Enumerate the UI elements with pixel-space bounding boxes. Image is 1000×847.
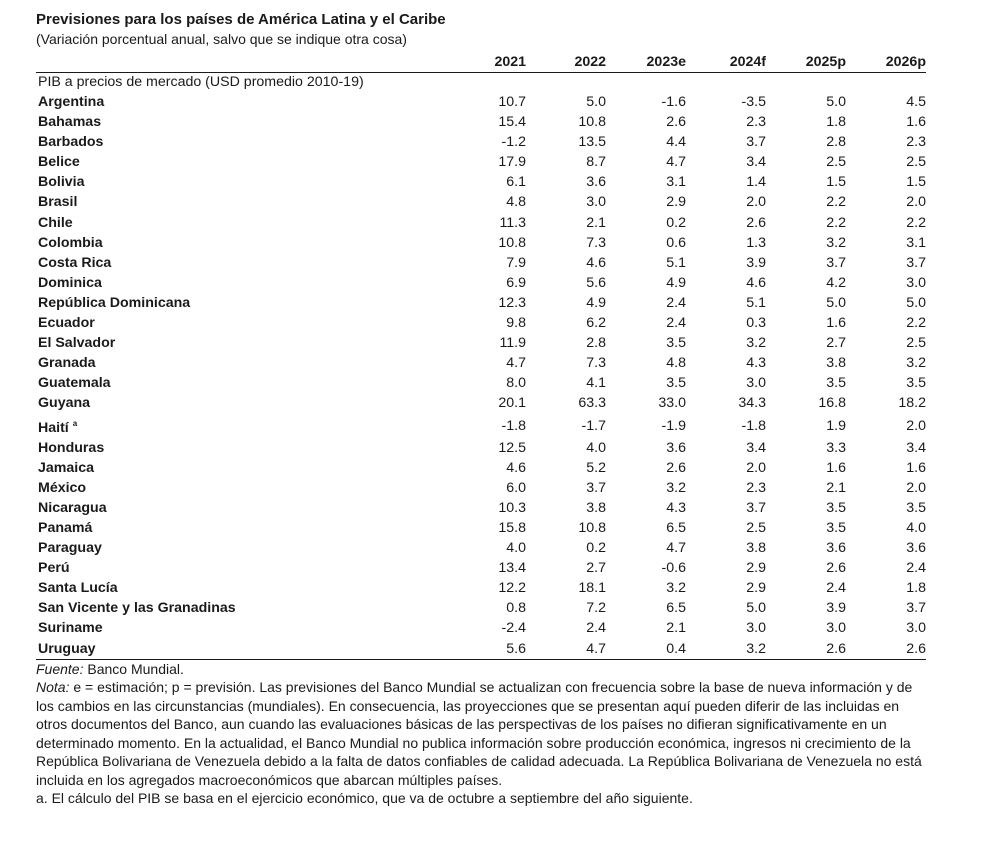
value-cell-2026p: 18.2 <box>898 395 926 412</box>
value-cell-2026p: 1.8 <box>906 580 926 597</box>
value-cell-2026p: 2.0 <box>906 194 926 211</box>
nota-label: Nota: <box>36 679 70 696</box>
value-cell-2021: 15.4 <box>498 114 526 131</box>
country-name: Honduras <box>38 439 105 456</box>
header-year-2022: 2022 <box>526 50 606 73</box>
value-cell-2021: 4.8 <box>506 194 526 211</box>
country-name: Colombia <box>38 234 103 251</box>
header-year-2025p: 2025p <box>766 50 846 73</box>
table-body <box>36 73 926 660</box>
table-subtitle: (Variación porcentual anual, salvo que se indique otra cosa) <box>36 31 407 47</box>
value-cell-2022: 2.4 <box>586 620 606 637</box>
value-cell-2024f: 2.0 <box>746 194 766 211</box>
value-cell-2025p: 1.6 <box>826 315 846 332</box>
value-cell-2026p: 5.0 <box>906 294 926 311</box>
value-cell-2025p: 2.4 <box>826 580 846 597</box>
value-cell-2023e: -1.6 <box>661 94 686 110</box>
country-cell <box>36 414 446 438</box>
country-name: Nicaragua <box>38 499 107 516</box>
section-row <box>36 73 926 93</box>
value-cell-2022: 7.2 <box>586 600 606 617</box>
table-row <box>36 618 926 638</box>
value-cell-2023e: 0.4 <box>606 639 686 660</box>
table-row <box>36 518 926 538</box>
country-cell <box>36 558 446 578</box>
country-name: Costa Rica <box>38 254 112 271</box>
value-cell-2023e: 2.9 <box>666 194 686 211</box>
value-cell-2026p: 2.2 <box>906 315 926 332</box>
value-cell-2024f: -3.5 <box>741 94 766 110</box>
country-cell <box>36 132 446 152</box>
value-cell-2021: 12.5 <box>498 439 526 456</box>
value-cell-2024f: 3.0 <box>746 375 766 392</box>
value-cell-2025p: 2.2 <box>826 194 846 211</box>
value-cell-2022: 10.8 <box>578 114 606 131</box>
value-cell-2026p: 1.6 <box>906 459 926 476</box>
value-cell-2023e: 4.7 <box>666 154 686 171</box>
value-cell-2021: 9.8 <box>506 315 526 332</box>
country-cell <box>36 498 446 518</box>
country-cell <box>36 313 446 333</box>
table-row <box>36 639 926 660</box>
footnote-marker: a <box>72 418 78 428</box>
header-year-2024f: 2024f <box>686 50 766 73</box>
value-cell-2022: 3.0 <box>586 194 606 211</box>
country-cell <box>36 333 446 353</box>
value-cell-2025p: 3.5 <box>826 375 846 392</box>
table-row <box>36 313 926 333</box>
value-cell-2025p: 3.9 <box>826 600 846 617</box>
value-cell-2026p: 2.0 <box>906 479 926 496</box>
value-cell-2024f: 2.6 <box>746 214 766 231</box>
country-cell <box>36 293 446 313</box>
value-cell-2024f: 3.9 <box>746 254 766 271</box>
value-cell-2022: 4.0 <box>586 439 606 456</box>
country-name: Haití <box>38 419 69 436</box>
value-cell-2026p: 1.6 <box>906 114 926 131</box>
value-cell-2023e: 3.5 <box>666 335 686 352</box>
value-cell-2026p: 3.7 <box>906 254 926 271</box>
country-name: Chile <box>38 214 73 231</box>
value-cell-2024f: 5.1 <box>746 294 766 311</box>
value-cell-2022: 5.0 <box>586 94 606 110</box>
header-row <box>36 50 926 73</box>
value-cell-2022: 0.2 <box>586 540 606 557</box>
value-cell-2026p: 3.1 <box>906 234 926 251</box>
value-cell-2023e: 33.0 <box>658 395 686 412</box>
value-cell-2025p: 2.8 <box>826 134 846 151</box>
country-cell <box>36 618 446 638</box>
value-cell-2021: 12.2 <box>498 580 526 597</box>
table-row <box>36 333 926 353</box>
value-cell-2022: 5.2 <box>586 459 606 476</box>
table-row <box>36 598 926 618</box>
value-cell-2023e: -1.9 <box>661 417 686 434</box>
country-name: Uruguay <box>38 640 96 657</box>
country-name: Panamá <box>38 519 93 536</box>
value-cell-2025p: 2.5 <box>826 154 846 171</box>
country-name: Santa Lucía <box>38 580 118 597</box>
value-cell-2022: 4.6 <box>586 254 606 271</box>
value-cell-2022: 3.6 <box>586 174 606 191</box>
value-cell-2023e: 6.5 <box>666 519 686 536</box>
table-notes <box>36 660 926 808</box>
value-cell-2023e: 4.9 <box>666 274 686 291</box>
header-year-2023e: 2023e <box>606 50 686 73</box>
value-cell-2023e: 3.1 <box>666 174 686 191</box>
country-cell <box>36 172 446 192</box>
value-cell-2021: 15.8 <box>498 519 526 536</box>
footnote-a: a. El cálculo del PIB se basa en el ejercicio económico, que va de octubre a septiembre del año siguiente. <box>36 790 693 807</box>
value-cell-2022: 4.7 <box>526 639 606 660</box>
country-cell <box>36 373 446 393</box>
value-cell-2023e: 4.8 <box>666 355 686 372</box>
value-cell-2025p: 4.2 <box>826 274 846 291</box>
nota-text: e = estimación; p = previsión. Las previsiones del Banco Mundial se actualizan con frecuencia sobre la base de nueva información y de los cambios en las circunstancias (mundiales). En consecuencia, las proyecciones que se presentan aquí pueden diferir de las incluidas en otros documentos del Banco, aun cuando las evaluaciones básicas de las perspectivas de los países no difieran significativamente en un determinado momento. En la actualidad, el Banco Mundial no publica información sobre producción económica, ingresos ni crecimiento de la República Bolivariana de Venezuela debido a la falta de datos confiables de calidad adecuada. La República Bolivariana de Venezuela no está incluida en los agregados macroeconómicos que abarcan múltiples países. <box>36 679 922 788</box>
value-cell-2025p: 3.6 <box>826 540 846 557</box>
value-cell-2024f: 3.4 <box>746 154 766 171</box>
value-cell-2022: 4.9 <box>586 294 606 311</box>
value-cell-2026p: 4.0 <box>906 519 926 536</box>
country-name: Perú <box>38 560 70 577</box>
forecast-table <box>36 50 926 660</box>
value-cell-2021: 4.0 <box>506 540 526 557</box>
table-row <box>36 233 926 253</box>
header-year-2026p: 2026p <box>846 50 926 73</box>
value-cell-2022: 63.3 <box>578 395 606 412</box>
value-cell-2023e: 2.4 <box>666 294 686 311</box>
value-cell-2022: 5.6 <box>586 274 606 291</box>
value-cell-2022: 2.8 <box>586 335 606 352</box>
value-cell-2023e: 6.5 <box>666 600 686 617</box>
value-cell-2025p: 1.5 <box>826 174 846 191</box>
value-cell-2025p: 2.2 <box>826 214 846 231</box>
value-cell-2025p: 3.0 <box>826 620 846 637</box>
value-cell-2023e: 3.5 <box>666 375 686 392</box>
value-cell-2024f: 2.3 <box>746 114 766 131</box>
value-cell-2023e: 2.4 <box>666 315 686 332</box>
table-row <box>36 393 926 413</box>
value-cell-2024f: 2.3 <box>746 479 766 496</box>
value-cell-2024f: 2.5 <box>746 519 766 536</box>
value-cell-2025p: 5.0 <box>826 94 846 110</box>
value-cell-2026p: 3.6 <box>906 540 926 557</box>
value-cell-2021: 17.9 <box>498 154 526 171</box>
value-cell-2025p: 1.8 <box>826 114 846 131</box>
value-cell-2026p: 3.7 <box>906 600 926 617</box>
value-cell-2024f: -1.8 <box>741 417 766 434</box>
value-cell-2024f: 2.0 <box>746 459 766 476</box>
value-cell-2024f: 3.4 <box>746 439 766 456</box>
value-cell-2024f: 4.3 <box>746 355 766 372</box>
value-cell-2021: 5.6 <box>446 639 526 660</box>
country-name: Guatemala <box>38 375 111 392</box>
value-cell-2022: 2.1 <box>586 214 606 231</box>
table-row <box>36 414 926 438</box>
country-name: Bolivia <box>38 174 85 191</box>
source-text: Banco Mundial. <box>83 660 184 677</box>
country-cell <box>36 478 446 498</box>
value-cell-2023e: 2.1 <box>666 620 686 637</box>
value-cell-2026p: 2.6 <box>846 639 926 660</box>
table-row <box>36 132 926 152</box>
value-cell-2025p: 3.3 <box>826 439 846 456</box>
table-header <box>36 50 926 73</box>
table-row <box>36 498 926 518</box>
source-note <box>36 660 926 679</box>
value-cell-2023e: 4.4 <box>666 134 686 151</box>
value-cell-2026p: 3.4 <box>906 439 926 456</box>
value-cell-2024f: 1.4 <box>746 174 766 191</box>
country-name: Jamaica <box>38 459 95 476</box>
value-cell-2021: 10.7 <box>498 94 526 110</box>
value-cell-2026p: 3.5 <box>906 499 926 516</box>
value-cell-2025p: 3.5 <box>826 499 846 516</box>
value-cell-2021: -1.8 <box>501 417 526 434</box>
value-cell-2024f: 2.9 <box>746 560 766 577</box>
value-cell-2023e: 2.6 <box>666 114 686 131</box>
value-cell-2025p: 2.6 <box>766 639 846 660</box>
table-row <box>36 112 926 132</box>
value-cell-2021: 10.8 <box>498 234 526 251</box>
value-cell-2023e: 0.2 <box>666 214 686 231</box>
value-cell-2023e: 3.6 <box>666 439 686 456</box>
table-row <box>36 213 926 233</box>
value-cell-2022: 13.5 <box>578 134 606 151</box>
country-cell <box>36 598 446 618</box>
value-cell-2026p: 3.2 <box>906 355 926 372</box>
value-cell-2023e: 4.7 <box>666 540 686 557</box>
country-cell <box>36 233 446 253</box>
value-cell-2025p: 5.0 <box>826 294 846 311</box>
country-cell <box>36 538 446 558</box>
header-country-cell <box>36 50 446 73</box>
value-cell-2025p: 3.7 <box>826 254 846 271</box>
value-cell-2025p: 2.6 <box>826 560 846 577</box>
country-name: Granada <box>38 355 96 372</box>
value-cell-2026p: 3.0 <box>906 620 926 637</box>
value-cell-2023e: 0.6 <box>666 234 686 251</box>
value-cell-2024f: 2.9 <box>746 580 766 597</box>
country-cell <box>36 458 446 478</box>
value-cell-2025p: 1.6 <box>826 459 846 476</box>
country-name: Ecuador <box>38 315 95 332</box>
value-cell-2021: 4.6 <box>506 459 526 476</box>
table-row <box>36 353 926 373</box>
table-row <box>36 192 926 212</box>
value-cell-2021: 4.7 <box>506 355 526 372</box>
header-year-2021: 2021 <box>446 50 526 73</box>
value-cell-2023e: 3.2 <box>666 580 686 597</box>
value-cell-2022: -1.7 <box>581 417 606 434</box>
table-row <box>36 538 926 558</box>
value-cell-2023e: 4.3 <box>666 499 686 516</box>
table-row <box>36 92 926 112</box>
country-cell <box>36 578 446 598</box>
table-row <box>36 458 926 478</box>
value-cell-2023e: -0.6 <box>661 560 686 577</box>
value-cell-2025p: 2.1 <box>826 479 846 496</box>
value-cell-2026p: 1.5 <box>906 174 926 191</box>
table-row <box>36 373 926 393</box>
country-name: Bahamas <box>38 114 102 131</box>
value-cell-2021: 10.3 <box>498 499 526 516</box>
value-cell-2026p: 2.4 <box>906 560 926 577</box>
value-cell-2025p: 3.2 <box>826 234 846 251</box>
value-cell-2026p: 2.5 <box>906 335 926 352</box>
forecast-document <box>36 10 926 808</box>
nota-note <box>36 678 926 789</box>
value-cell-2024f: 4.6 <box>746 274 766 291</box>
country-cell <box>36 112 446 132</box>
value-cell-2021: 12.3 <box>498 294 526 311</box>
table-row <box>36 273 926 293</box>
value-cell-2024f: 3.7 <box>746 134 766 151</box>
value-cell-2024f: 3.8 <box>746 540 766 557</box>
value-cell-2021: -2.4 <box>501 620 526 637</box>
country-cell <box>36 213 446 233</box>
value-cell-2022: 6.2 <box>586 315 606 332</box>
value-cell-2026p: 2.3 <box>906 134 926 151</box>
country-name: México <box>38 479 87 496</box>
value-cell-2024f: 3.2 <box>686 639 766 660</box>
country-cell <box>36 253 446 273</box>
value-cell-2021: 7.9 <box>506 254 526 271</box>
country-cell <box>36 192 446 212</box>
country-name: Suriname <box>38 620 103 637</box>
value-cell-2026p: 3.5 <box>906 375 926 392</box>
section-label: PIB a precios de mercado (USD promedio 2010-19) <box>38 74 364 90</box>
value-cell-2024f: 1.3 <box>746 234 766 251</box>
value-cell-2026p: 2.0 <box>906 417 926 434</box>
source-label: Fuente: <box>36 660 84 677</box>
value-cell-2022: 7.3 <box>586 234 606 251</box>
country-name: El Salvador <box>38 335 116 352</box>
country-name: Barbados <box>38 134 104 151</box>
value-cell-2021: 11.9 <box>499 335 526 352</box>
value-cell-2023e: 2.6 <box>666 459 686 476</box>
value-cell-2024f: 34.3 <box>738 395 766 412</box>
table-row <box>36 478 926 498</box>
table-row <box>36 172 926 192</box>
value-cell-2024f: 5.0 <box>746 600 766 617</box>
value-cell-2025p: 3.8 <box>826 355 846 372</box>
country-name: Guyana <box>38 395 91 412</box>
value-cell-2022: 2.7 <box>586 560 606 577</box>
value-cell-2021: 13.4 <box>498 560 526 577</box>
country-cell <box>36 393 446 413</box>
country-cell <box>36 639 446 660</box>
table-row <box>36 152 926 172</box>
value-cell-2021: 6.0 <box>506 479 526 496</box>
value-cell-2022: 3.7 <box>586 479 606 496</box>
country-cell <box>36 353 446 373</box>
country-name: Belice <box>38 154 80 171</box>
country-cell <box>36 438 446 458</box>
country-cell <box>36 152 446 172</box>
value-cell-2023e: 3.2 <box>666 479 686 496</box>
value-cell-2026p: 4.5 <box>906 94 926 110</box>
value-cell-2024f: 3.2 <box>746 335 766 352</box>
value-cell-2023e: 5.1 <box>666 254 686 271</box>
value-cell-2022: 7.3 <box>586 355 606 372</box>
value-cell-2025p: 2.7 <box>826 335 846 352</box>
value-cell-2022: 4.1 <box>586 375 606 392</box>
value-cell-2025p: 16.8 <box>818 395 846 412</box>
value-cell-2022: 8.7 <box>586 154 606 171</box>
value-cell-2022: 18.1 <box>578 580 606 597</box>
country-name: Paraguay <box>38 540 102 557</box>
table-row <box>36 293 926 313</box>
value-cell-2021: 20.1 <box>498 395 526 412</box>
value-cell-2026p: 3.0 <box>906 274 926 291</box>
table-row <box>36 558 926 578</box>
country-name: San Vicente y las Granadinas <box>38 600 236 617</box>
value-cell-2024f: 0.3 <box>746 315 766 332</box>
value-cell-2021: -1.2 <box>501 134 526 151</box>
table-title: Previsiones para los países de América Latina y el Caribe <box>36 11 446 28</box>
value-cell-2025p: 1.9 <box>826 417 846 434</box>
table-row <box>36 438 926 458</box>
country-name: República Dominicana <box>38 294 191 311</box>
value-cell-2021: 11.3 <box>499 214 526 231</box>
country-cell <box>36 273 446 293</box>
value-cell-2026p: 2.5 <box>906 154 926 171</box>
value-cell-2022: 3.8 <box>586 499 606 516</box>
value-cell-2022: 10.8 <box>578 519 606 536</box>
value-cell-2024f: 3.0 <box>746 620 766 637</box>
value-cell-2021: 0.8 <box>506 600 526 617</box>
country-name: Argentina <box>38 94 105 110</box>
value-cell-2021: 6.1 <box>506 174 526 191</box>
country-name: Brasil <box>38 194 78 211</box>
country-cell <box>36 518 446 538</box>
value-cell-2024f: 3.7 <box>746 499 766 516</box>
value-cell-2026p: 2.2 <box>906 214 926 231</box>
country-cell <box>36 92 446 112</box>
country-name: Dominica <box>38 274 102 291</box>
value-cell-2021: 8.0 <box>506 375 526 392</box>
table-row <box>36 578 926 598</box>
table-row <box>36 253 926 273</box>
value-cell-2025p: 3.5 <box>826 519 846 536</box>
value-cell-2021: 6.9 <box>506 274 526 291</box>
